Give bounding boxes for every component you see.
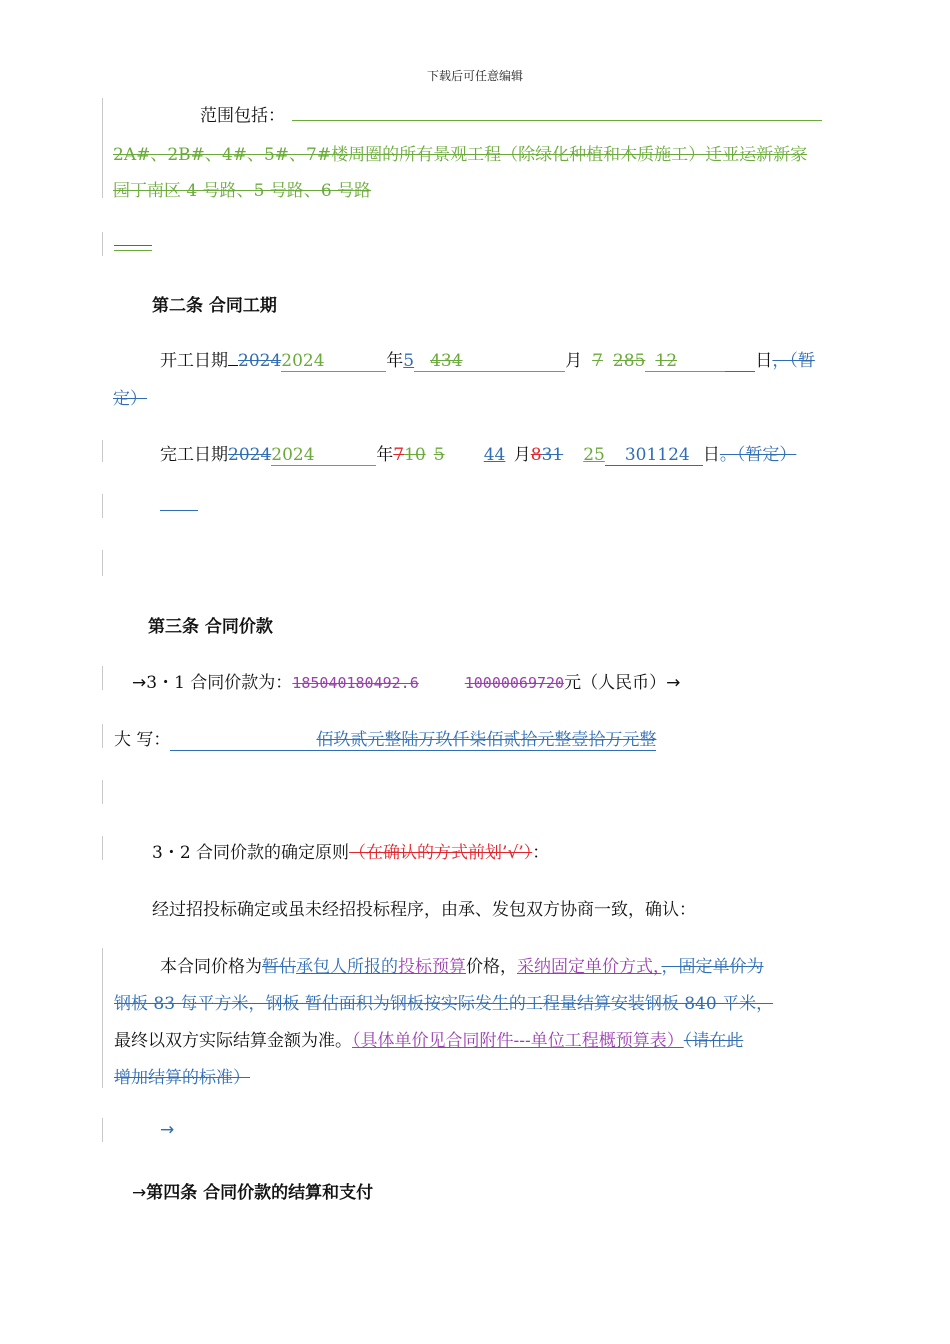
start-year-new: 2024 (281, 351, 386, 372)
end-year-unit: 年 (376, 445, 394, 465)
contract-price-row (132, 668, 680, 693)
price-para-line-3 (114, 1026, 743, 1051)
placeholder-line (160, 510, 198, 511)
tender-text: 经过招投标确定或虽未经招投标程序，由承、发包双方协商一致，确认： (152, 900, 696, 920)
revision-bar (102, 724, 103, 748)
end-month-unit: 月 (513, 445, 531, 465)
revision-bar (102, 948, 103, 1088)
contract-price-old: 185040180492.6 (292, 674, 419, 692)
start-year-old: 2024 (238, 351, 282, 371)
revision-bar (102, 836, 103, 860)
placeholder-line (114, 245, 152, 246)
placeholder-arrow: → (160, 1120, 175, 1140)
page-header: 下载后可任意编辑 (426, 69, 523, 83)
start-day-old: 7 (592, 351, 603, 371)
bid-budget-inserted: 投标预算 (398, 957, 466, 977)
price-para-text: 本合同价格为 (160, 957, 262, 977)
start-year-unit: 年 (386, 351, 404, 371)
revision-bar (102, 440, 103, 462)
revision-bar (102, 780, 103, 804)
start-day-mid: 285 (612, 351, 646, 371)
fixed-price-deleted: ，固定单价为 (661, 957, 764, 977)
end-month-old: 7 (393, 445, 405, 465)
arrow-mark: → (666, 673, 681, 693)
scope-label: 范围包括： (200, 106, 285, 126)
estimate-deleted: 暂估 (262, 957, 296, 977)
price-para-line-1 (160, 952, 764, 977)
start-tentative-note-cont: 定） (113, 389, 147, 409)
article-4-title-row (132, 1178, 373, 1203)
capital-amount-label: 大 写： (114, 730, 171, 750)
start-month-old: 5 (403, 351, 415, 371)
price-para-text: 价格， (466, 957, 517, 977)
article-3-title: 第三条 合同价款 (148, 617, 273, 637)
revision-bar (102, 98, 103, 198)
scope-line-1: 2A#、2B#、4#、5#、7#楼周圈的所有景观工程（除绿化种植和木质施工）迁亚运新新家 (113, 145, 808, 165)
contractor-inserted: 承包人所报的 (296, 957, 398, 977)
price-principle-row (152, 838, 549, 863)
end-day-old: 8 (530, 445, 542, 465)
start-month-unit: 月 (565, 351, 583, 371)
end-month-new: 44 (483, 445, 506, 465)
end-year-new: 2024 (271, 445, 376, 466)
arrow-mark (160, 1120, 198, 1140)
end-month-alt: 5 (433, 445, 445, 465)
end-date-label: 完工日期 (160, 445, 228, 465)
revision-bar (102, 666, 103, 690)
article-4-title: 第四条 合同价款的结算和支付 (146, 1183, 374, 1203)
contract-price-label: 3・1 合同价款为： (146, 673, 293, 693)
end-year-old: 2024 (228, 445, 272, 465)
start-date-label: 开工日期 (160, 351, 228, 371)
end-date-row (160, 440, 796, 466)
end-day-unit: 日 (702, 445, 720, 465)
article-2-title: 第二条 合同工期 (152, 296, 277, 316)
capital-amount-value: 佰玖贰元整陆万玖仟柒佰贰拾元整壹拾万元整 (316, 730, 657, 750)
price-principle-colon: ： (532, 843, 550, 863)
arrow-mark: → (132, 673, 147, 693)
end-day-alt: 25 (583, 445, 605, 465)
placeholder-line (114, 250, 152, 251)
start-day-unit: 日 (755, 351, 773, 371)
start-date-row (160, 346, 815, 372)
revision-bar (102, 550, 103, 576)
start-month-new: 434 (414, 351, 565, 372)
start-day-new: 12 (645, 351, 725, 372)
scope-underline (292, 120, 822, 121)
settlement-standard-deleted: （请在此 (683, 1031, 744, 1051)
end-month-mid: 10 (404, 445, 426, 465)
price-para-line-4: 增加结算的标准） (114, 1068, 250, 1088)
contract-price-new: 10000069720 (464, 674, 565, 692)
revision-bar (102, 232, 103, 256)
final-settlement-text: 最终以双方实际结算金额为准。 (114, 1031, 352, 1051)
revision-bar (102, 494, 103, 518)
unit-price-note: （具体单价见合同附件---单位工程概预算表） (352, 1031, 684, 1051)
fixed-unit-price-inserted: 采纳固定单价方式， (517, 957, 662, 977)
end-day-new: 301124 (605, 445, 703, 466)
start-tentative-note: ，（暂 (772, 351, 815, 371)
end-day-mid: 31 (541, 445, 564, 465)
end-tentative-note: 。（暂定） (719, 445, 797, 465)
price-para-line-2: 钢板 83 每平方米，钢板 暂估面积为钢板按实际发生的工程量结算安装钢板 840 平米， (114, 994, 774, 1014)
revision-bar (102, 1118, 103, 1142)
contract-price-unit: 元（人民币） (564, 673, 667, 693)
arrow-mark: → (132, 1183, 147, 1203)
capital-amount-row (114, 725, 656, 751)
scope-line-2: 园丁南区 4 号路、5 号路、6 号路 (113, 181, 372, 201)
price-principle-note: （在确认的方式前划’√’） (349, 843, 533, 863)
price-principle-label: 3・2 合同价款的确定原则 (152, 843, 350, 863)
